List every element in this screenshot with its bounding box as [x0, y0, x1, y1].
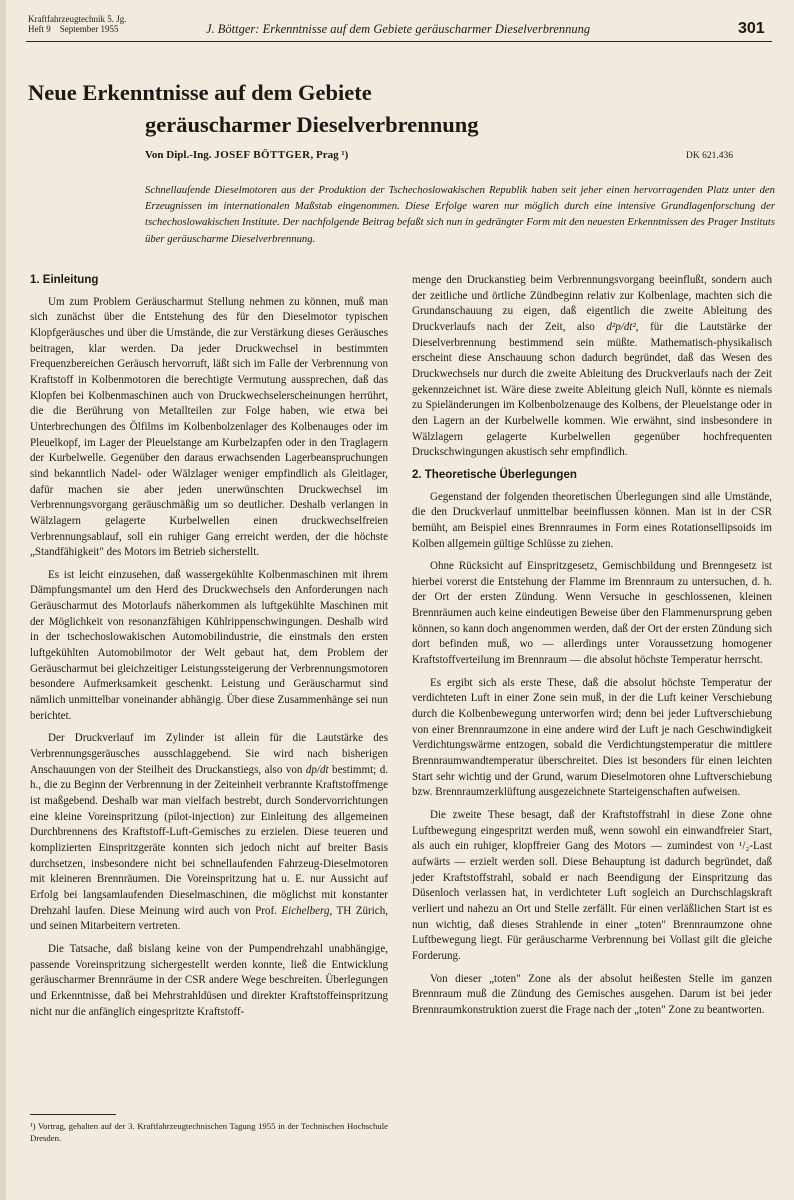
paragraph: Ohne Rücksicht auf Einspritzgesetz, Gemischbildung und Brenngesetz ist hierbei vorerst die Entstehung der Flamme im Brennraum zu untersuchen, d. h. der Ort der ersten Zündung. Wenn Versuche in geschlossenen, kleinen Brennräumen auch keine eindeutigen Beweise über den Flammenursprung geben können, so kann doch angenommen werden, daß der Ort der ersten Zündung sich dort befinden muß, wo — allerdings unter Voraussetzung homogener Kraftstoffverteilung im Brennraum — die absolut höchste Temperatur herrscht. [412, 560, 772, 667]
text-run: , TH Zürich, und seinen Mitarbeitern vertreten. [30, 904, 388, 933]
person-name: Eichelberg [281, 904, 330, 917]
paragraph: Es ist leicht einzusehen, daß wassergekühlte Kolbenmaschinen mit ihrem Dämpfungsmantel um den Herd des Druckwechsels den Anforderungen nach Geräuscharmut des Motorlaufs näherkommen als luftgekühlte Maschinen mit der Möglichkeit von resonanzfähigen Kühlrippenschwingungen. Deshalb wird in der tschechoslowakischen Automobilindustrie, die einstmals den ersten luftgekühlten Automobilmotor der Welt gebaut hat, dem Problem der Geräuscharmut bei gleichzeitiger Leistungssteigerung der Verbrennungsmotoren besondere Aufmerksamkeit geschenkt. Leistung und Geräuscharmut sind nämlich unmittelbar voneinander abhängig. Über diese Zusammenhänge sei nun berichtet. [30, 568, 388, 722]
byline-prefix: Von Dipl.-Ing. [145, 149, 212, 161]
section-heading-theoretische-ueberlegungen: 2. Theoretische Überlegungen [412, 468, 577, 481]
journal-info [28, 14, 126, 34]
article-title-line-1: Neue Erkenntnisse auf dem Gebiete [28, 80, 372, 105]
journal-line-1: Kraftfahrzeugtechnik 5. Jg. [28, 14, 127, 24]
text-run: bestimmt; d. h., die zu Beginn der Verbrennung in der Zeiteinheit verbrannte Kraftstoffmenge ist maßgebend. Deshalb war man vielfach bestrebt, durch Sondervorrichtungen eine kleine Voreinspritzung (pilot-injection) zur Einleitung des allgemeinen Durchbrennens des Kraftstoff-Luft-Gemisches zu erzielen. Diese teueren und komplizierten Einspritzgeräte konnten sich jedoch nicht auf breiter Basis durchsetzen, insbesondere nicht bei schnellaufenden Fahrzeug-Dieselmotoren mit kleineren Brennräumen. Die Voreinspritzung hat u. E. nur Aussicht auf Erfolg bei langsamlaufenden Dieselmaschinen, die möglichst mit konstanter Drehzahl laufen. Diese Meinung wird auch von Prof. [30, 763, 388, 917]
left-column [30, 273, 388, 1027]
paragraph: Um zum Problem Geräuscharmut Stellung nehmen zu können, muß man sich zunächst über die Entstehung des für den Dieselmotor typischen Klopfgeräusches und über die Umstände, die zur Verstärkung dieses Geräusches beitragen, klar werden. Da jeder Druckwechsel in bestimmten Frequenzbereichen Geräusch hervorruft, läßt sich im Falle der Verbrennung von Kraftstoff in Kolbenmotoren die berechtigte Vermutung aussprechen, daß das Klopfen bei Kolbenmaschinen auch von Druckwechselerscheinungen herrührt, die die Berührung von Metallteilen zur Folge haben, wie etwa bei Unterbrechungen des Ölfilms im Kolbenbolzenlager des Kolbenauges oder im Pleuelkopf, im Lager der Pleuelstange am Kurbelzapfen oder in den Traglagern der Kurbelwelle. Gegenüber den daraus erwachsenden Lagerbeanspruchungen sind bekanntlich Nadel- oder Wälzlager weniger empfindlich als Gleitlager, dafür machen sie aber jeden unerwünschten Druckwechsel im Verbrennungsvorgang geräuschmäßig um so deutlicher. Deshalb verlangen in Wälzlagern gelagerte Kurbelwellen einen druckwechselfreien Verbrennungsablauf, soll ein ruhiger Gang erreicht werden, der die höchste „Standfähigkeit" des Motors im Betrieb sicherstellt. [30, 295, 388, 559]
text-run: menge den Druckanstieg beim Verbrennungsvorgang beeinflußt, sondern auch der zeitliche und örtliche Zündbeginn relativ zur Kolbenlage, machten sich die Grundanschauung zu eigen, daß eigentlich die zweite Ableitung des Druckverlaufs nach der Zeit, also [412, 274, 772, 333]
dk-classification: DK 621.436 [686, 151, 733, 161]
page-number: 301 [738, 20, 765, 37]
author-name: JOSEF BÖTTGER [214, 149, 311, 161]
page-edge-shadow [0, 0, 6, 1200]
text-run: Der Druckverlauf im Zylinder ist allein für die Lautstärke des Verbrennungsgeräusches ausschlaggebend. Sie wird nach bisherigen Anschauungen von der Steilheit des Druckanstiegs, also von [30, 732, 388, 776]
header-rule [26, 41, 772, 42]
byline [145, 149, 348, 161]
byline-suffix: , Prag ¹) [310, 149, 349, 161]
right-column [412, 273, 772, 1026]
running-title: J. Böttger: Erkenntnisse auf dem Gebiete geräuscharmer Dieselverbrennung [206, 22, 591, 36]
paragraph: Gegenstand der folgenden theoretischen Überlegungen sind alle Umstände, die den Druckverlauf unmittelbar beeinflussen können. Man ist in der CSR bemüht, am Beispiel eines Brennraumes in Form eines Rotationsellipsoids im Kolben allgemein gültige Schlüsse zu ziehen. [412, 490, 772, 550]
paragraph [30, 731, 388, 935]
footnote: ¹) Vortrag, gehalten auf der 3. Kraftfahrzeugtechnischen Tagung 1955 in der Technischen Hochschule Dresden. [30, 1121, 388, 1143]
footnote-rule [30, 1114, 116, 1115]
formula: dp/dt [305, 763, 329, 776]
section-heading-einleitung: 1. Einleitung [30, 274, 99, 286]
paragraph: Die Tatsache, daß bislang keine von der Pumpendrehzahl unabhängige, passende Voreinspritzung sichergestellt werden konnte, ließ die Entwicklung geräuscharmer Brennräume in der CSR andere Wege beschreiten. Überlegungen und Erkenntnisse, daß bei Mehrstrahldüsen und direkter Kraftstoffeinspritzung nicht nur die anfänglich eingespritzte Kraftstoff- [30, 942, 388, 1018]
paragraph: Die zweite These besagt, daß der Kraftstoffstrahl in diese Zone ohne Luftbewegung eingespritzt werden muß, wenn sowohl ein einwandfreier Start, als auch ein ruhiger, klopffreier Gang des Motors — zumindest von ¹/₂-Last aufwärts — erzielt werden soll. Diese Behauptung ist dadurch begründet, daß jeder Kraftstoffstrahl, sobald er nach Beendigung der Einspritzung das Düsenloch verlassen hat, in verdichteter Luft sogleich an Durchschlagskraft verliert und nahezu an Ort und Stelle zerfällt. Für einen verläßlichen Start ist es nun wichtig, daß dieses Strahlende in einer „toten" Brennraumzone ohne Luftbewegung liegt. Für geräuscharme Verbrennung bei Vollast gilt die gleiche Forderung. [412, 809, 772, 962]
formula: d²p/dt² [606, 320, 636, 333]
text-run: , für die Lautstärke der Dieselverbrennung bestimmend sein müßte. Mathematisch-physikalisch erscheint diese Anschauung schon dadurch begründet, daß das Wesen des Druckwechsels nur durch die zweite Ableitung des Druckverlaufs nach der Zeit gekennzeichnet ist. Wäre diese zweite Ableitung gleich Null, könnte es niemals zu Spieländerungen im Kolbenbolzenauge des Kolbens, der Pleuelstange oder in den Lagern an der Kurbelwelle kommen. Wie erwähnt, sind insbesondere in Wälzlagern gelagerte Kurbelwellen gegenüber hochfrequenten Druckschwingungen akustisch sehr empfindlich. [412, 320, 772, 459]
abstract: Schnellaufende Dieselmotoren aus der Produktion der Tschechoslowakischen Republik haben seit jeher einen hervorragenden Platz unter den Erzeugnissen im internationalen Maßstab eingenommen. Diese Erfolge waren nur möglich durch eine intensive Grundlagenforschung der tschechoslowakischen Institute. Der nachfolgende Beitrag befaßt sich nun in gedrängter Form mit den neuesten Erkenntnissen des Prager Instituts über geräuscharme Dieselverbrennung. [145, 184, 775, 245]
paragraph: Von dieser „toten" Zone als der absolut heißesten Stelle im ganzen Brennraum muß die Zündung des Gemisches ausgehen. Darum ist bei jeder Brennraumkonstruktion zuerst die Frage nach der „toten" Zone zu beantworten. [412, 972, 772, 1016]
article-title-line-2: geräuscharmer Dieselverbrennung [145, 112, 479, 137]
paragraph [412, 273, 772, 461]
journal-line-2: Heft 9 September 1955 [28, 24, 119, 34]
paragraph: Es ergibt sich als erste These, daß die absolut höchste Temperatur der verdichteten Luft in einer Zone sein muß, in der die Luft keiner Verschiebung durch die Kolbenbewegung unterworfen wird; denn bei jeder Luftverschiebung von einer Brennraumzone in eine andere wird der Luft je nach Geschwindigkeit Verdichtungswärme entzogen, sobald die Verdichtungstemperatur die mittlere Brennraumwandtemperatur überschreitet. Dies ist besonders für einen leichten Start sehr wichtig und der Grund, warum Dieselmotoren ohne Luftverschiebung bzw. Brennraumzerklüftung ausgezeichnete Starteigenschaften aufweisen. [412, 676, 772, 799]
